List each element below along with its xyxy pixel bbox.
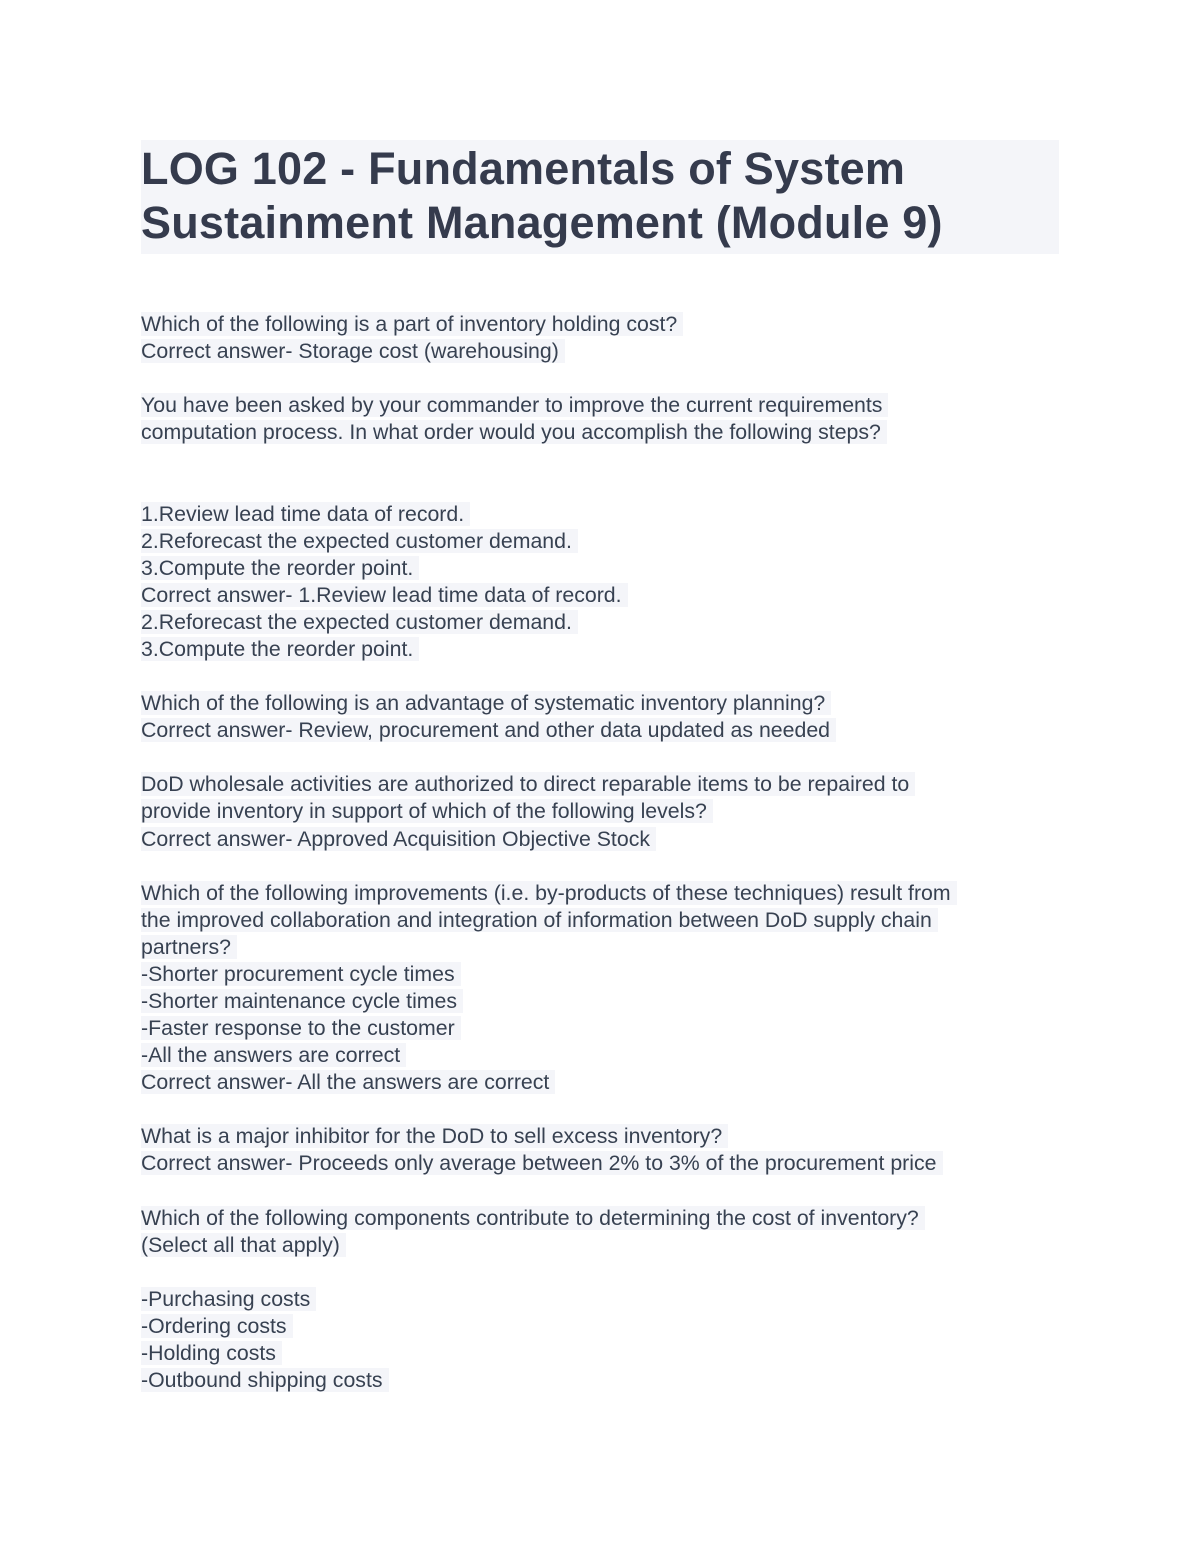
qa-item [141, 880, 1061, 1097]
text-line [141, 582, 1061, 609]
text-line-content: 2.Reforecast the expected customer demand. [141, 610, 578, 634]
blank-line [141, 1259, 1061, 1286]
text-line [141, 1232, 1061, 1259]
text-line-content: Which of the following is a part of inventory holding cost? [141, 312, 683, 336]
text-line [141, 771, 1061, 798]
text-line [141, 392, 1061, 419]
text-line-content: -Outbound shipping costs [141, 1368, 389, 1392]
text-line-content: -Faster response to the customer [141, 1016, 461, 1040]
text-line-content: -Shorter maintenance cycle times [141, 989, 463, 1013]
text-line [141, 1015, 1061, 1042]
text-line-content: Which of the following is an advantage of systematic inventory planning? [141, 691, 831, 715]
text-line-content: Correct answer- All the answers are correct [141, 1070, 555, 1094]
text-line-content: -All the answers are correct [141, 1043, 406, 1067]
text-line [141, 528, 1061, 555]
text-line-content: -Ordering costs [141, 1314, 293, 1338]
text-line [141, 311, 1061, 338]
text-line-content: DoD wholesale activities are authorized to direct reparable items to be repaired to [141, 772, 915, 796]
title-line-1: LOG 102 - Fundamentals of System [141, 143, 906, 194]
text-line [141, 1313, 1061, 1340]
text-line-content: Correct answer- Approved Acquisition Objective Stock [141, 827, 656, 851]
text-line [141, 419, 1061, 446]
text-line-content: Which of the following improvements (i.e. by-products of these techniques) result from [141, 881, 957, 905]
text-line-content: 1.Review lead time data of record. [141, 502, 470, 526]
text-line-content: computation process. In what order would you accomplish the following steps? [141, 420, 887, 444]
text-line [141, 1069, 1061, 1096]
qa-item [141, 690, 1061, 744]
qa-item [141, 392, 1061, 663]
qa-item [141, 771, 1061, 852]
text-line-content: 3.Compute the reorder point. [141, 637, 419, 661]
text-line [141, 907, 1061, 934]
text-line-content: -Holding costs [141, 1341, 282, 1365]
document-page [141, 140, 1061, 1421]
text-line-content: Correct answer- Proceeds only average between 2% to 3% of the procurement price [141, 1151, 943, 1175]
text-line [141, 1205, 1061, 1232]
qa-item [141, 1205, 1061, 1395]
text-line [141, 988, 1061, 1015]
text-line [141, 1042, 1061, 1069]
text-line-content: Which of the following components contribute to determining the cost of inventory? [141, 1206, 925, 1230]
qa-content [141, 311, 1061, 1394]
text-line [141, 717, 1061, 744]
text-line [141, 609, 1061, 636]
text-line-content: provide inventory in support of which of the following levels? [141, 799, 713, 823]
text-line-content: What is a major inhibitor for the DoD to sell excess inventory? [141, 1124, 728, 1148]
blank-line [141, 446, 1061, 473]
text-line [141, 636, 1061, 663]
text-line [141, 1123, 1061, 1150]
text-line [141, 1150, 1061, 1177]
text-line [141, 501, 1061, 528]
text-line-content: Correct answer- 1.Review lead time data of record. [141, 583, 628, 607]
text-line-content: (Select all that apply) [141, 1233, 346, 1257]
text-line-content: Correct answer- Storage cost (warehousing) [141, 339, 565, 363]
text-line-content: -Purchasing costs [141, 1287, 316, 1311]
title-line-2: Sustainment Management (Module 9) [141, 197, 943, 248]
text-line-content: You have been asked by your commander to improve the current requirements [141, 393, 888, 417]
text-line [141, 338, 1061, 365]
text-line-content: -Shorter procurement cycle times [141, 962, 461, 986]
text-line [141, 1367, 1061, 1394]
text-line [141, 555, 1061, 582]
text-line [141, 1286, 1061, 1313]
text-line-content: Correct answer- Review, procurement and other data updated as needed [141, 718, 836, 742]
blank-line [141, 473, 1061, 500]
text-line-content: the improved collaboration and integration of information between DoD supply chain [141, 908, 938, 932]
text-line [141, 798, 1061, 825]
text-line-content: 2.Reforecast the expected customer demand. [141, 529, 578, 553]
text-line-content: 3.Compute the reorder point. [141, 556, 419, 580]
text-line [141, 934, 1061, 961]
qa-item [141, 1123, 1061, 1177]
text-line [141, 1340, 1061, 1367]
text-line-content: partners? [141, 935, 237, 959]
text-line [141, 826, 1061, 853]
text-line [141, 690, 1061, 717]
text-line [141, 880, 1061, 907]
document-title [141, 140, 1059, 254]
qa-item [141, 311, 1061, 365]
text-line [141, 961, 1061, 988]
